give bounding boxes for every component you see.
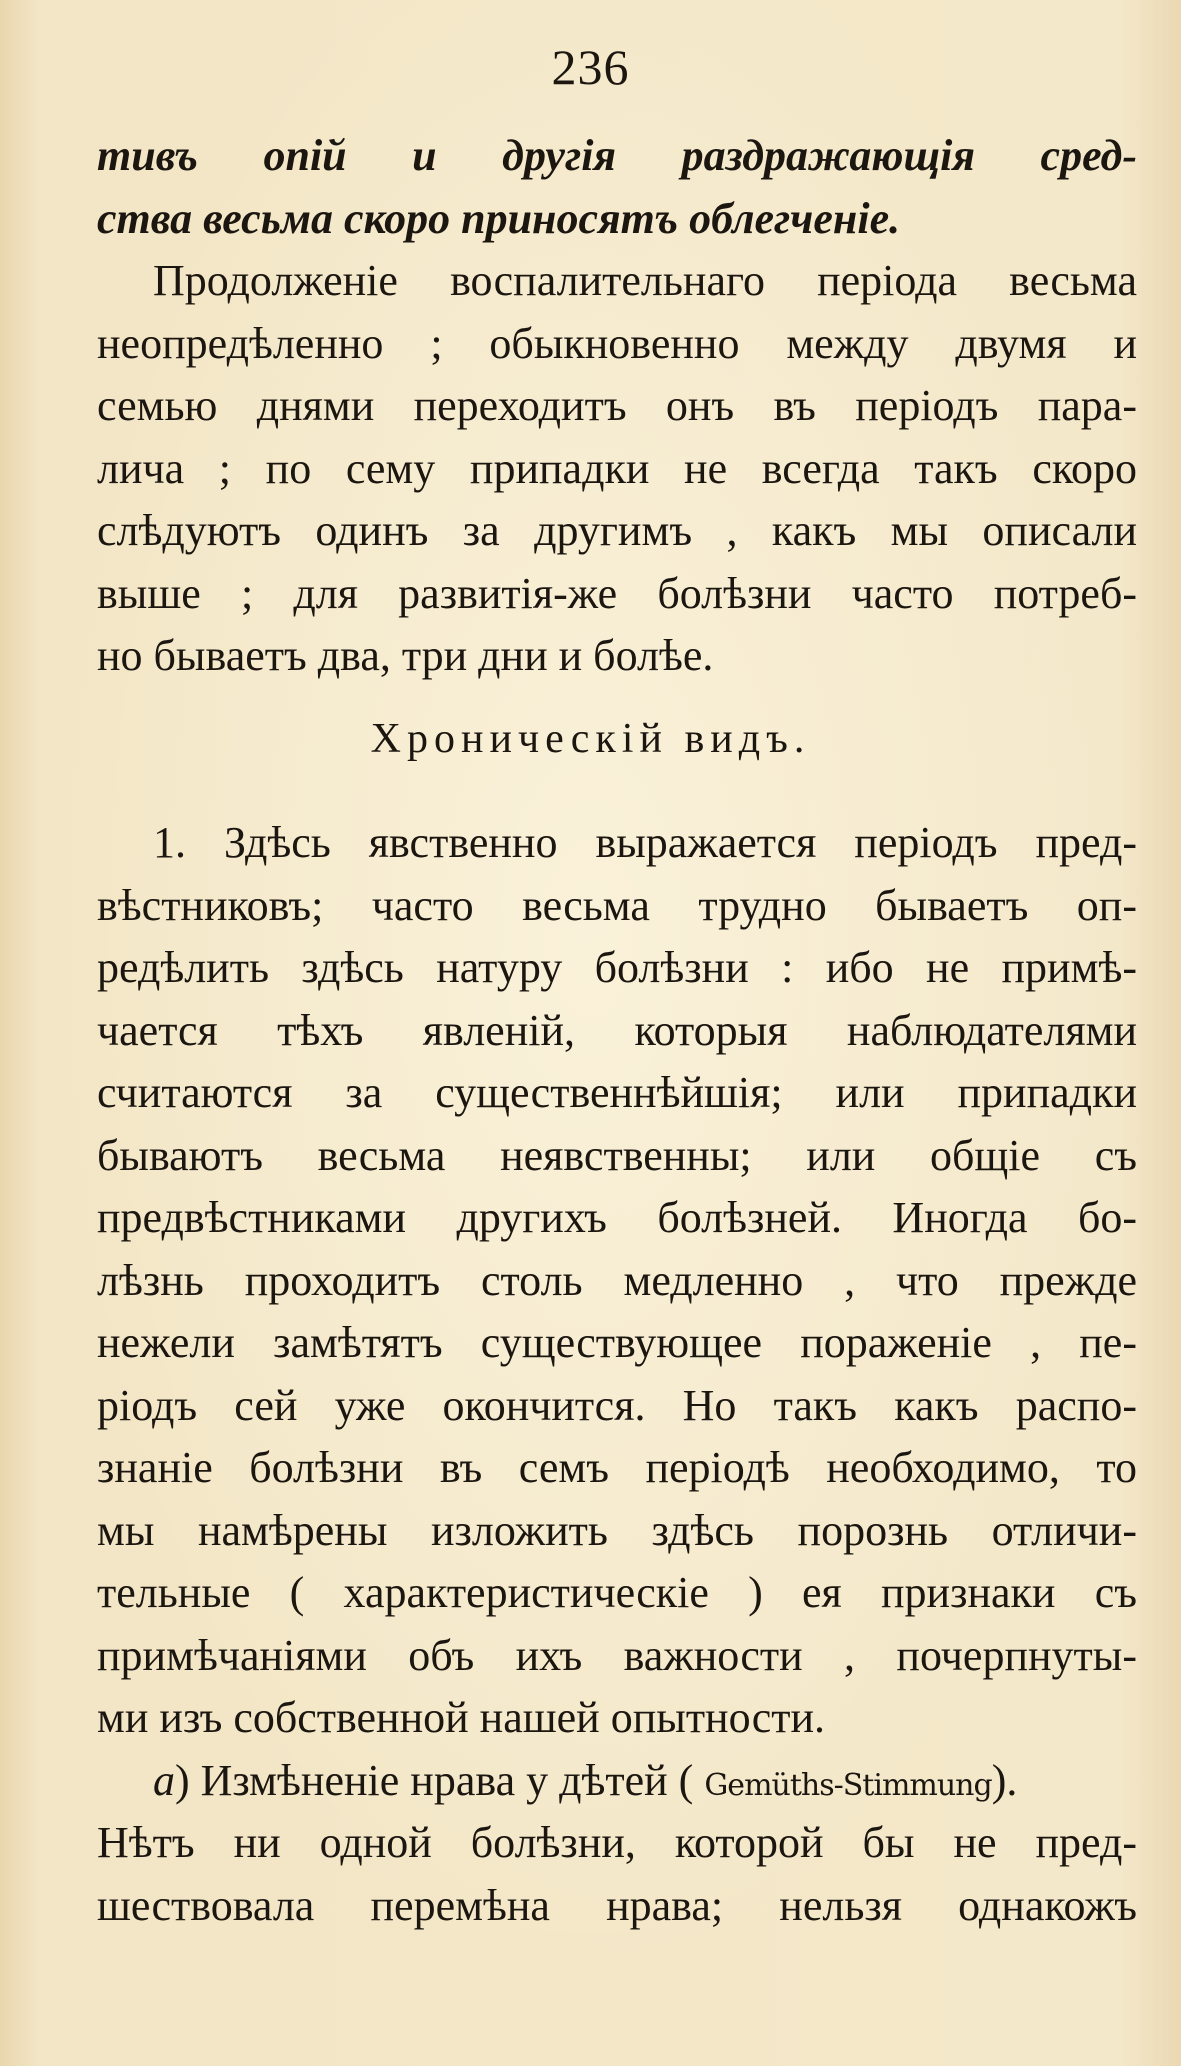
text-line-12: редѣлить здѣсь натуру болѣзни : ибо не примѣ- <box>97 943 1137 992</box>
text-line-14: считаются за существеннѣйшія; или припадки <box>97 1068 1137 1117</box>
text-line-23: примѣчаніями объ ихъ важности , почерпнуты- <box>97 1631 1137 1680</box>
paragraph-marker: a <box>153 1756 175 1805</box>
text-line-7: слѣдуютъ одинъ за другимъ , какъ мы описали <box>97 506 1137 555</box>
text-line-8: выше ; для развитія-же болѣзни часто потреб- <box>97 569 1137 618</box>
text-line-18: нежели замѣтятъ существующее пораженіе , пе- <box>97 1318 1137 1367</box>
text-line-24: ми изъ собственной нашей опытности. <box>97 1693 825 1742</box>
text-line-21: мы намѣрены изложить здѣсь порознь отличи- <box>97 1506 1137 1555</box>
paragraph-a-close: ). <box>991 1756 1018 1805</box>
paragraph-a-text: ) Измѣненіе нрава у дѣтей ( <box>175 1756 694 1805</box>
text-line-9: но бываетъ два, три дни и болѣе. <box>97 631 714 680</box>
text-line-26: шествовала перемѣна нрава; нельзя однакожъ <box>97 1881 1137 1930</box>
section-heading: Хроническій видъ. <box>370 716 811 762</box>
german-term: Gemüths-Stimmung <box>704 1768 992 1803</box>
text-line-6: лича ; по сему припадки не всегда такъ скоро <box>97 444 1137 493</box>
text-line-5: семью днями переходитъ онъ въ періодъ пара- <box>97 381 1137 430</box>
page-number: 236 <box>551 39 630 95</box>
text-line-17: лѣзнь проходитъ столь медленно , что прежде <box>97 1256 1137 1305</box>
text-line-1: тивъ опій и другія раздражающія сред- <box>97 131 1137 180</box>
text-line-15: бываютъ весьма неявственны; или общіе съ <box>97 1131 1137 1180</box>
text-line-13: чается тѣхъ явленій, которыя наблюдателями <box>97 1006 1137 1055</box>
text-line-4: неопредѣленно ; обыкновенно между двумя и <box>97 319 1137 368</box>
text-line-10: 1. Здѣсь явственно выражается періодъ пред- <box>153 818 1137 867</box>
text-line-19: ріодъ сей уже окончится. Но такъ какъ распо- <box>97 1381 1137 1430</box>
text-line-22: тельные ( характеристическіе ) ея признаки съ <box>97 1568 1137 1617</box>
text-line-2: ства весьма скоро приносятъ облегченіе. <box>97 194 901 243</box>
text-line-25: Нѣтъ ни одной болѣзни, которой бы не пред- <box>97 1818 1137 1867</box>
text-line-16: предвѣстниками другихъ болѣзней. Иногда бо- <box>97 1193 1137 1242</box>
text-line-11: вѣстниковъ; часто весьма трудно бываетъ оп- <box>97 881 1137 930</box>
text-line-20: знаніе болѣзни въ семъ періодѣ необходимо, то <box>97 1443 1137 1492</box>
text-line-3: Продолженіе воспалительнаго періода весьма <box>153 256 1137 305</box>
paragraph-a-line <box>153 1753 1137 1809</box>
